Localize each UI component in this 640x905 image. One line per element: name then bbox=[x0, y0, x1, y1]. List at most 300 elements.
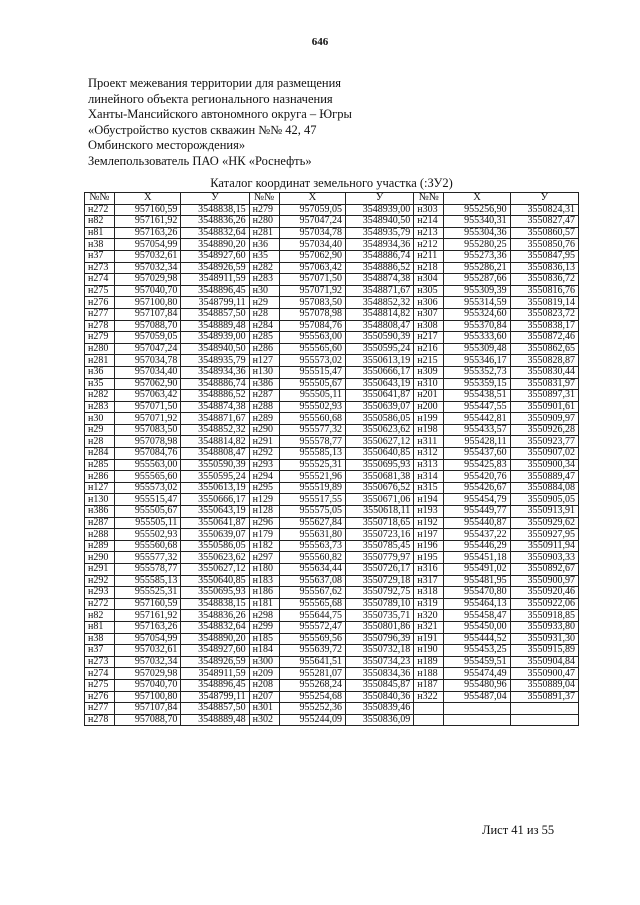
point-number-cell: н36 bbox=[85, 366, 115, 378]
table-row bbox=[85, 343, 579, 355]
table-row bbox=[85, 552, 579, 564]
y-coordinate-cell: 3550903,33 bbox=[510, 552, 578, 564]
x-coordinate-cell: 955281,07 bbox=[279, 668, 345, 680]
x-coordinate-cell: 957059,05 bbox=[279, 204, 345, 216]
x-coordinate-cell: 955565,60 bbox=[115, 471, 181, 483]
table-row bbox=[85, 308, 579, 320]
point-number-cell: н82 bbox=[85, 216, 115, 228]
y-coordinate-cell: 3548886,74 bbox=[181, 378, 249, 390]
point-number-cell: н215 bbox=[414, 355, 444, 367]
point-number-cell: н285 bbox=[249, 332, 279, 344]
x-coordinate-cell: 955470,80 bbox=[444, 587, 510, 599]
point-number-cell: н297 bbox=[249, 552, 279, 564]
x-coordinate-cell: 957100,80 bbox=[115, 691, 181, 703]
x-coordinate-cell: 955521,96 bbox=[279, 471, 345, 483]
y-coordinate-cell: 3550732,18 bbox=[346, 645, 414, 657]
y-coordinate-cell: 3548890,20 bbox=[181, 239, 249, 251]
x-coordinate-cell: 955474,49 bbox=[444, 668, 510, 680]
header-line: Проект межевания территории для размещения bbox=[88, 76, 342, 90]
table-row bbox=[85, 355, 579, 367]
x-coordinate-cell: 955440,87 bbox=[444, 517, 510, 529]
x-coordinate-cell: 955314,59 bbox=[444, 297, 510, 309]
x-coordinate-cell: 955333,60 bbox=[444, 332, 510, 344]
y-coordinate-cell: 3548808,47 bbox=[181, 448, 249, 460]
table-row bbox=[85, 424, 579, 436]
point-number-cell: н292 bbox=[85, 575, 115, 587]
y-coordinate-cell: 3548836,26 bbox=[181, 610, 249, 622]
point-number-cell: н281 bbox=[249, 227, 279, 239]
x-coordinate-cell: 955450,00 bbox=[444, 621, 510, 633]
y-coordinate-cell: 3548889,48 bbox=[181, 714, 249, 726]
point-number-cell: н320 bbox=[414, 610, 444, 622]
y-coordinate-cell: 3550641,87 bbox=[346, 390, 414, 402]
column-header: №№ bbox=[85, 193, 115, 205]
point-number-cell: н193 bbox=[414, 506, 444, 518]
point-number-cell: н275 bbox=[85, 285, 115, 297]
table-row bbox=[85, 204, 579, 216]
point-number-cell: н304 bbox=[414, 274, 444, 286]
point-number-cell: н298 bbox=[249, 610, 279, 622]
point-number-cell: н278 bbox=[85, 320, 115, 332]
x-coordinate-cell: 955639,72 bbox=[279, 645, 345, 657]
point-number-cell: н312 bbox=[414, 448, 444, 460]
x-coordinate-cell: 955451,18 bbox=[444, 552, 510, 564]
table-row bbox=[85, 459, 579, 471]
y-coordinate-cell: 3550836,09 bbox=[346, 714, 414, 726]
x-coordinate-cell: 957071,50 bbox=[115, 401, 181, 413]
x-coordinate-cell: 955565,68 bbox=[279, 598, 345, 610]
point-number-cell: н283 bbox=[249, 274, 279, 286]
table-row bbox=[85, 621, 579, 633]
point-number-cell: н307 bbox=[414, 308, 444, 320]
x-coordinate-cell: 955352,73 bbox=[444, 366, 510, 378]
x-coordinate-cell: 955273,36 bbox=[444, 250, 510, 262]
x-coordinate-cell: 955525,31 bbox=[279, 459, 345, 471]
y-coordinate-cell: 3548852,32 bbox=[346, 297, 414, 309]
point-number-cell: н196 bbox=[414, 540, 444, 552]
x-coordinate-cell: 957088,70 bbox=[115, 320, 181, 332]
x-coordinate-cell: 957160,59 bbox=[115, 204, 181, 216]
y-coordinate-cell: 3550586,05 bbox=[346, 413, 414, 425]
table-row bbox=[85, 448, 579, 460]
x-coordinate-cell: 955563,73 bbox=[279, 540, 345, 552]
point-number-cell: н280 bbox=[85, 343, 115, 355]
point-number-cell bbox=[414, 703, 444, 715]
y-coordinate-cell: 3550838,17 bbox=[510, 320, 578, 332]
x-coordinate-cell: 955641,51 bbox=[279, 656, 345, 668]
y-coordinate-cell: 3550897,31 bbox=[510, 390, 578, 402]
x-coordinate-cell: 957034,40 bbox=[115, 366, 181, 378]
y-coordinate-cell: 3548889,48 bbox=[181, 320, 249, 332]
y-coordinate-cell: 3548799,11 bbox=[181, 297, 249, 309]
point-number-cell: н294 bbox=[249, 471, 279, 483]
y-coordinate-cell: 3548874,38 bbox=[181, 401, 249, 413]
y-coordinate-cell: 3548814,82 bbox=[181, 436, 249, 448]
point-number-cell: н217 bbox=[414, 332, 444, 344]
y-coordinate-cell: 3550918,85 bbox=[510, 610, 578, 622]
x-coordinate-cell: 955572,47 bbox=[279, 621, 345, 633]
table-row bbox=[85, 494, 579, 506]
point-number-cell: н277 bbox=[85, 703, 115, 715]
point-number-cell: н37 bbox=[85, 645, 115, 657]
x-coordinate-cell: 955634,44 bbox=[279, 564, 345, 576]
column-header: У bbox=[181, 193, 249, 205]
y-coordinate-cell: 3550926,28 bbox=[510, 424, 578, 436]
point-number-cell: н211 bbox=[414, 250, 444, 262]
point-number-cell: н280 bbox=[249, 216, 279, 228]
y-coordinate-cell: 3550827,47 bbox=[510, 216, 578, 228]
point-number-cell: н278 bbox=[85, 714, 115, 726]
point-number-cell: н290 bbox=[249, 424, 279, 436]
point-number-cell: н283 bbox=[85, 401, 115, 413]
point-number-cell: н319 bbox=[414, 598, 444, 610]
y-coordinate-cell: 3548874,38 bbox=[346, 274, 414, 286]
x-coordinate-cell: 955565,60 bbox=[279, 343, 345, 355]
point-number-cell: н322 bbox=[414, 691, 444, 703]
table-row bbox=[85, 471, 579, 483]
y-coordinate-cell: 3550779,97 bbox=[346, 552, 414, 564]
x-coordinate-cell: 955256,90 bbox=[444, 204, 510, 216]
point-number-cell: н386 bbox=[85, 506, 115, 518]
x-coordinate-cell: 955454,79 bbox=[444, 494, 510, 506]
point-number-cell: н190 bbox=[414, 645, 444, 657]
x-coordinate-cell: 957040,70 bbox=[115, 285, 181, 297]
y-coordinate-cell: 3548857,50 bbox=[181, 703, 249, 715]
y-coordinate-cell: 3550639,07 bbox=[181, 529, 249, 541]
table-row bbox=[85, 506, 579, 518]
x-coordinate-cell: 957071,50 bbox=[279, 274, 345, 286]
table-row bbox=[85, 413, 579, 425]
column-header: №№ bbox=[414, 193, 444, 205]
point-number-cell: н291 bbox=[85, 564, 115, 576]
y-coordinate-cell: 3548934,36 bbox=[346, 239, 414, 251]
y-coordinate-cell: 3548911,59 bbox=[181, 274, 249, 286]
x-coordinate-cell: 957100,80 bbox=[115, 297, 181, 309]
y-coordinate-cell: 3550801,86 bbox=[346, 621, 414, 633]
y-coordinate-cell bbox=[510, 714, 578, 726]
x-coordinate-cell: 957034,78 bbox=[279, 227, 345, 239]
x-coordinate-cell: 955573,02 bbox=[279, 355, 345, 367]
point-number-cell: н317 bbox=[414, 575, 444, 587]
x-coordinate-cell: 957107,84 bbox=[115, 703, 181, 715]
header-line: линейного объекта регионального назначения bbox=[88, 91, 333, 106]
point-number-cell: н305 bbox=[414, 285, 444, 297]
y-coordinate-cell: 3548814,82 bbox=[346, 308, 414, 320]
y-coordinate-cell: 3548926,59 bbox=[181, 262, 249, 274]
y-coordinate-cell: 3548836,26 bbox=[181, 216, 249, 228]
header-line: «Обустройство кустов скважин №№ 42, 47 bbox=[88, 122, 317, 137]
y-coordinate-cell: 3550901,61 bbox=[510, 401, 578, 413]
table-row bbox=[85, 633, 579, 645]
x-coordinate-cell: 955324,60 bbox=[444, 308, 510, 320]
point-number-cell: н35 bbox=[249, 250, 279, 262]
point-number-cell: н291 bbox=[249, 436, 279, 448]
y-coordinate-cell: 3550900,97 bbox=[510, 575, 578, 587]
point-number-cell: н208 bbox=[249, 679, 279, 691]
point-number-cell: н28 bbox=[249, 308, 279, 320]
y-coordinate-cell: 3550892,67 bbox=[510, 564, 578, 576]
point-number-cell: н128 bbox=[249, 506, 279, 518]
point-number-cell: н188 bbox=[414, 668, 444, 680]
table-row bbox=[85, 216, 579, 228]
point-number-cell: н127 bbox=[249, 355, 279, 367]
x-coordinate-cell: 955577,32 bbox=[279, 424, 345, 436]
y-coordinate-cell: 3548934,36 bbox=[181, 366, 249, 378]
point-number-cell: н181 bbox=[249, 598, 279, 610]
table-row bbox=[85, 645, 579, 657]
x-coordinate-cell: 955578,77 bbox=[279, 436, 345, 448]
x-coordinate-cell: 955459,51 bbox=[444, 656, 510, 668]
y-coordinate-cell: 3550907,02 bbox=[510, 448, 578, 460]
point-number-cell: н182 bbox=[249, 540, 279, 552]
point-number-cell: н314 bbox=[414, 471, 444, 483]
point-number-cell: н38 bbox=[85, 239, 115, 251]
point-number-cell: н321 bbox=[414, 621, 444, 633]
x-coordinate-cell: 955438,51 bbox=[444, 390, 510, 402]
point-number-cell: н218 bbox=[414, 262, 444, 274]
x-coordinate-cell: 955286,21 bbox=[444, 262, 510, 274]
x-coordinate-cell: 955560,82 bbox=[279, 552, 345, 564]
y-coordinate-cell: 3550889,47 bbox=[510, 471, 578, 483]
y-coordinate-cell: 3550840,36 bbox=[346, 691, 414, 703]
point-number-cell: н199 bbox=[414, 413, 444, 425]
point-number-cell: н287 bbox=[249, 390, 279, 402]
y-coordinate-cell: 3550671,06 bbox=[346, 494, 414, 506]
table-header-row bbox=[85, 193, 579, 205]
point-number-cell: н273 bbox=[85, 262, 115, 274]
point-number-cell: н30 bbox=[85, 413, 115, 425]
point-number-cell: н301 bbox=[249, 703, 279, 715]
y-coordinate-cell: 3550666,17 bbox=[181, 494, 249, 506]
point-number-cell: н289 bbox=[249, 413, 279, 425]
x-coordinate-cell: 955515,47 bbox=[115, 494, 181, 506]
x-coordinate-cell: 955502,93 bbox=[279, 401, 345, 413]
x-coordinate-cell: 955637,08 bbox=[279, 575, 345, 587]
table-row bbox=[85, 250, 579, 262]
page-number: 646 bbox=[311, 36, 329, 48]
y-coordinate-cell: 3550923,77 bbox=[510, 436, 578, 448]
point-number-cell: н130 bbox=[249, 366, 279, 378]
x-coordinate-cell: 955346,17 bbox=[444, 355, 510, 367]
column-header: X bbox=[115, 193, 181, 205]
x-coordinate-cell: 957062,90 bbox=[115, 378, 181, 390]
column-header: X bbox=[279, 193, 345, 205]
point-number-cell: н273 bbox=[85, 656, 115, 668]
point-number-cell: н286 bbox=[249, 343, 279, 355]
x-coordinate-cell: 955577,32 bbox=[115, 552, 181, 564]
table-row bbox=[85, 691, 579, 703]
x-coordinate-cell: 955426,67 bbox=[444, 482, 510, 494]
point-number-cell: н300 bbox=[249, 656, 279, 668]
x-coordinate-cell: 957161,92 bbox=[115, 216, 181, 228]
y-coordinate-cell: 3550729,18 bbox=[346, 575, 414, 587]
x-coordinate-cell: 957071,92 bbox=[115, 413, 181, 425]
point-number-cell: н288 bbox=[85, 529, 115, 541]
y-coordinate-cell: 3550639,07 bbox=[346, 401, 414, 413]
table-row bbox=[85, 366, 579, 378]
point-number-cell: н316 bbox=[414, 564, 444, 576]
point-number-cell: н180 bbox=[249, 564, 279, 576]
point-number-cell: н197 bbox=[414, 529, 444, 541]
y-coordinate-cell: 3550929,62 bbox=[510, 517, 578, 529]
point-number-cell: н275 bbox=[85, 679, 115, 691]
y-coordinate-cell: 3548886,52 bbox=[181, 390, 249, 402]
y-coordinate-cell: 3550862,65 bbox=[510, 343, 578, 355]
x-coordinate-cell: 955569,56 bbox=[279, 633, 345, 645]
x-coordinate-cell: 955437,22 bbox=[444, 529, 510, 541]
y-coordinate-cell: 3548871,67 bbox=[181, 413, 249, 425]
document-header bbox=[88, 76, 568, 169]
y-coordinate-cell: 3550681,38 bbox=[346, 471, 414, 483]
y-coordinate-cell: 3550595,24 bbox=[181, 471, 249, 483]
point-number-cell: н192 bbox=[414, 517, 444, 529]
point-number-cell: н308 bbox=[414, 320, 444, 332]
x-coordinate-cell: 955447,55 bbox=[444, 401, 510, 413]
x-coordinate-cell: 955444,52 bbox=[444, 633, 510, 645]
point-number-cell: н36 bbox=[249, 239, 279, 251]
x-coordinate-cell: 955437,60 bbox=[444, 448, 510, 460]
point-number-cell: н303 bbox=[414, 204, 444, 216]
point-number-cell: н306 bbox=[414, 297, 444, 309]
y-coordinate-cell: 3550823,72 bbox=[510, 308, 578, 320]
point-number-cell: н318 bbox=[414, 587, 444, 599]
x-coordinate-cell: 957054,99 bbox=[115, 239, 181, 251]
point-number-cell: н288 bbox=[249, 401, 279, 413]
point-number-cell: н282 bbox=[85, 390, 115, 402]
table-row bbox=[85, 598, 579, 610]
x-coordinate-cell: 957163,26 bbox=[115, 227, 181, 239]
y-coordinate-cell: 3548935,79 bbox=[181, 355, 249, 367]
x-coordinate-cell: 955585,13 bbox=[115, 575, 181, 587]
x-coordinate-cell: 957163,26 bbox=[115, 621, 181, 633]
y-coordinate-cell: 3550824,31 bbox=[510, 204, 578, 216]
y-coordinate-cell: 3550623,62 bbox=[346, 424, 414, 436]
y-coordinate-cell: 3550884,08 bbox=[510, 482, 578, 494]
y-coordinate-cell: 3550613,19 bbox=[346, 355, 414, 367]
point-number-cell: н207 bbox=[249, 691, 279, 703]
x-coordinate-cell: 955449,77 bbox=[444, 506, 510, 518]
point-number-cell: н213 bbox=[414, 227, 444, 239]
point-number-cell: н311 bbox=[414, 436, 444, 448]
point-number-cell: н315 bbox=[414, 482, 444, 494]
x-coordinate-cell: 957029,98 bbox=[115, 274, 181, 286]
table-row bbox=[85, 436, 579, 448]
table-row bbox=[85, 587, 579, 599]
y-coordinate-cell: 3550905,05 bbox=[510, 494, 578, 506]
column-header: X bbox=[444, 193, 510, 205]
x-coordinate-cell: 955254,68 bbox=[279, 691, 345, 703]
point-number-cell: н191 bbox=[414, 633, 444, 645]
table-row bbox=[85, 540, 579, 552]
point-number-cell: н272 bbox=[85, 204, 115, 216]
point-number-cell: н35 bbox=[85, 378, 115, 390]
y-coordinate-cell: 3550828,87 bbox=[510, 355, 578, 367]
x-coordinate-cell: 955487,04 bbox=[444, 691, 510, 703]
point-number-cell: н302 bbox=[249, 714, 279, 726]
y-coordinate-cell: 3550676,52 bbox=[346, 482, 414, 494]
point-number-cell: н127 bbox=[85, 482, 115, 494]
point-number-cell: н187 bbox=[414, 679, 444, 691]
y-coordinate-cell: 3550830,44 bbox=[510, 366, 578, 378]
x-coordinate-cell: 955425,83 bbox=[444, 459, 510, 471]
table-row bbox=[85, 564, 579, 576]
x-coordinate-cell: 955575,05 bbox=[279, 506, 345, 518]
y-coordinate-cell: 3550623,62 bbox=[181, 552, 249, 564]
point-number-cell: н309 bbox=[414, 366, 444, 378]
y-coordinate-cell: 3550891,37 bbox=[510, 691, 578, 703]
point-number-cell: н293 bbox=[249, 459, 279, 471]
x-coordinate-cell: 955585,13 bbox=[279, 448, 345, 460]
point-number-cell: н281 bbox=[85, 355, 115, 367]
x-coordinate-cell: 955433,57 bbox=[444, 424, 510, 436]
catalog-title: Каталог координат земельного участка (:ЗУ2) bbox=[210, 176, 453, 190]
y-coordinate-cell: 3550796,39 bbox=[346, 633, 414, 645]
y-coordinate-cell: 3548926,59 bbox=[181, 656, 249, 668]
point-number-cell: н276 bbox=[85, 297, 115, 309]
y-coordinate-cell: 3550735,71 bbox=[346, 610, 414, 622]
table-row bbox=[85, 529, 579, 541]
y-coordinate-cell: 3550911,94 bbox=[510, 540, 578, 552]
x-coordinate-cell: 957088,70 bbox=[115, 714, 181, 726]
y-coordinate-cell: 3550913,91 bbox=[510, 506, 578, 518]
y-coordinate-cell: 3548871,67 bbox=[346, 285, 414, 297]
table-row bbox=[85, 332, 579, 344]
y-coordinate-cell: 3548927,60 bbox=[181, 250, 249, 262]
y-coordinate-cell: 3550816,76 bbox=[510, 285, 578, 297]
point-number-cell: н313 bbox=[414, 459, 444, 471]
y-coordinate-cell: 3550900,47 bbox=[510, 668, 578, 680]
y-coordinate-cell: 3550726,17 bbox=[346, 564, 414, 576]
y-coordinate-cell: 3548808,47 bbox=[346, 320, 414, 332]
table-row bbox=[85, 575, 579, 587]
y-coordinate-cell: 3550666,17 bbox=[346, 366, 414, 378]
x-coordinate-cell bbox=[444, 703, 510, 715]
x-coordinate-cell: 957083,50 bbox=[279, 297, 345, 309]
x-coordinate-cell: 955644,75 bbox=[279, 610, 345, 622]
column-header: У bbox=[346, 193, 414, 205]
y-coordinate-cell: 3548890,20 bbox=[181, 633, 249, 645]
table-row bbox=[85, 227, 579, 239]
y-coordinate-cell: 3550872,46 bbox=[510, 332, 578, 344]
x-coordinate-cell: 955627,84 bbox=[279, 517, 345, 529]
point-number-cell: н279 bbox=[85, 332, 115, 344]
y-coordinate-cell: 3550909,97 bbox=[510, 413, 578, 425]
point-number-cell: н276 bbox=[85, 691, 115, 703]
point-number-cell: н38 bbox=[85, 633, 115, 645]
table-row bbox=[85, 668, 579, 680]
x-coordinate-cell: 955287,66 bbox=[444, 274, 510, 286]
x-coordinate-cell: 955517,55 bbox=[279, 494, 345, 506]
point-number-cell: н209 bbox=[249, 668, 279, 680]
column-header: У bbox=[510, 193, 578, 205]
y-coordinate-cell: 3550900,34 bbox=[510, 459, 578, 471]
y-coordinate-cell: 3550789,10 bbox=[346, 598, 414, 610]
y-coordinate-cell: 3550933,80 bbox=[510, 621, 578, 633]
y-coordinate-cell: 3550839,46 bbox=[346, 703, 414, 715]
y-coordinate-cell: 3550627,12 bbox=[181, 564, 249, 576]
x-coordinate-cell: 957160,59 bbox=[115, 598, 181, 610]
y-coordinate-cell: 3548940,50 bbox=[181, 343, 249, 355]
y-coordinate-cell: 3550695,93 bbox=[346, 459, 414, 471]
table-row bbox=[85, 610, 579, 622]
table-row bbox=[85, 714, 579, 726]
x-coordinate-cell: 955309,39 bbox=[444, 285, 510, 297]
x-coordinate-cell: 955573,02 bbox=[115, 482, 181, 494]
x-coordinate-cell: 957032,61 bbox=[115, 250, 181, 262]
y-coordinate-cell: 3548832,64 bbox=[181, 621, 249, 633]
y-coordinate-cell: 3548857,50 bbox=[181, 308, 249, 320]
y-coordinate-cell: 3548927,60 bbox=[181, 645, 249, 657]
